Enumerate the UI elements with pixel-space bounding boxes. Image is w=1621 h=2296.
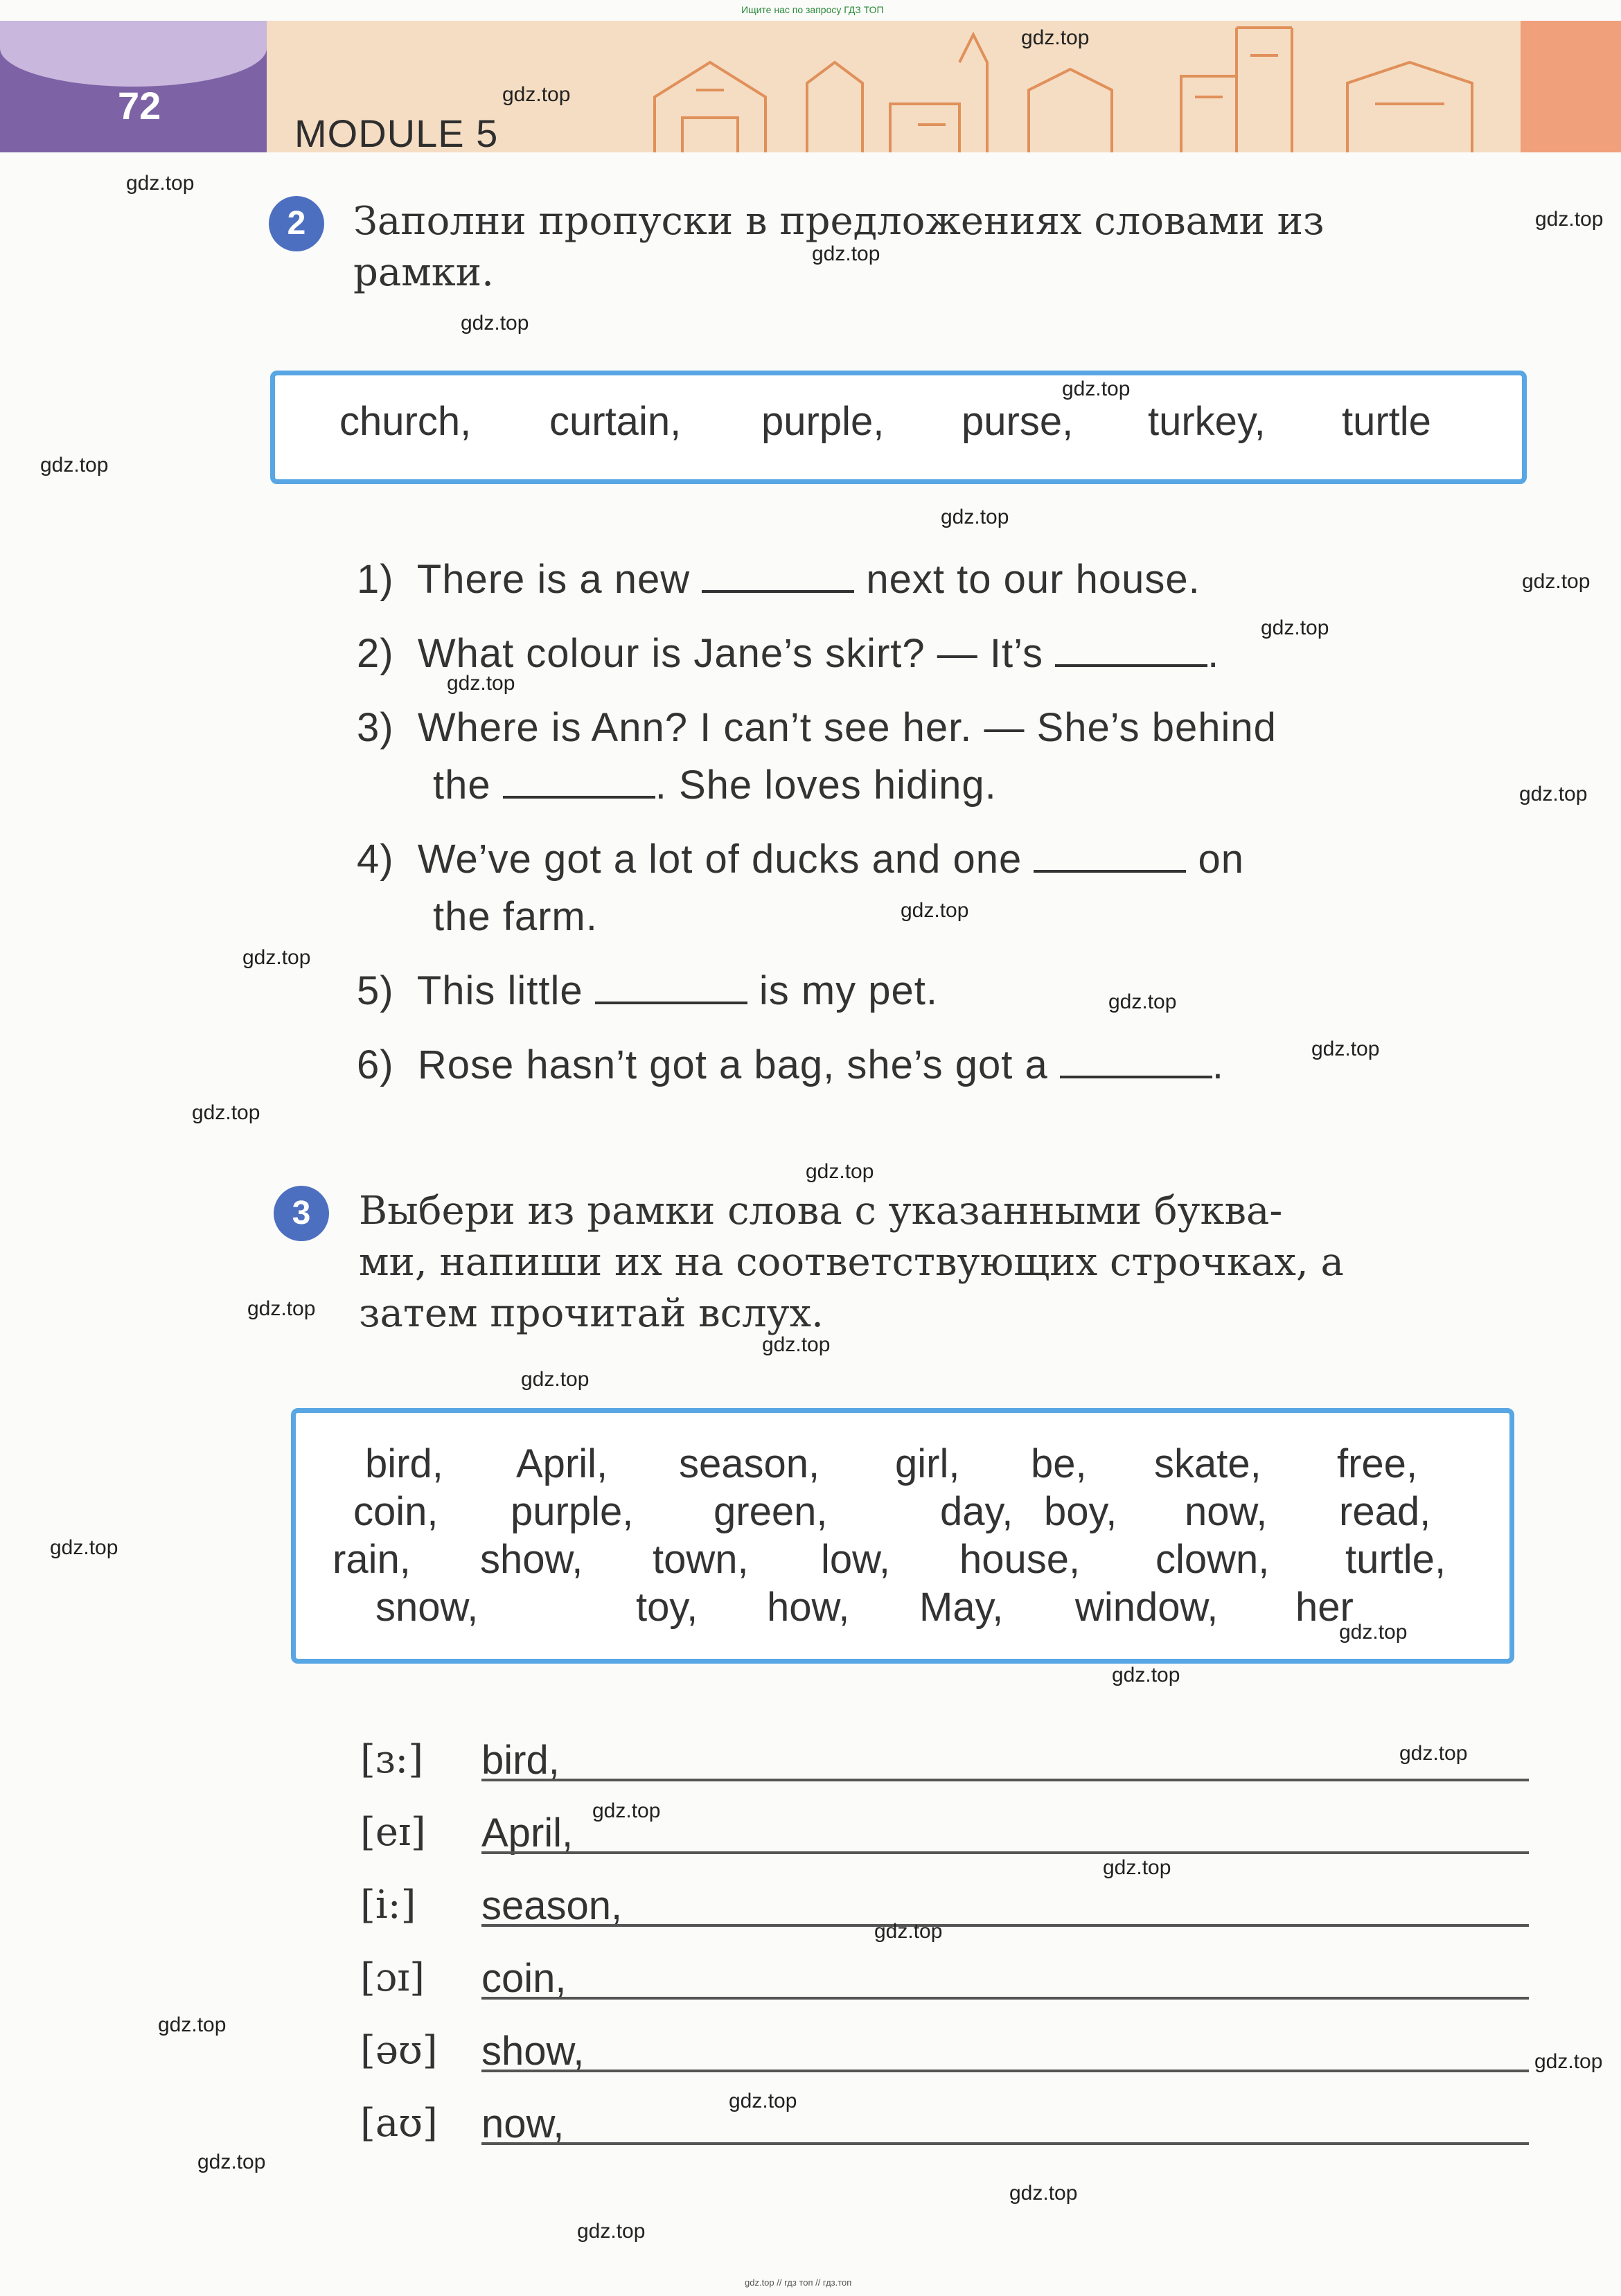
box-word: read, (1339, 1489, 1431, 1534)
watermark: gdz.top (812, 242, 880, 265)
watermark: gdz.top (1103, 1856, 1171, 1879)
sentence: 6) Rose hasn’t got a bag, she’s got a . (357, 1042, 1225, 1087)
ipa-sound: [əʊ] (360, 2028, 438, 2073)
answer-line[interactable] (481, 1851, 1529, 1854)
sentence: 1) There is a new next to our house. (357, 557, 1201, 602)
task-instruction: Заполни пропуски в предложениях словами из (353, 199, 1325, 244)
box-word: purple, (761, 399, 885, 444)
watermark: gdz.top (1311, 1038, 1380, 1060)
box-word: turtle, (1345, 1537, 1446, 1582)
box-word: church, (339, 399, 472, 444)
box-word: show, (480, 1537, 583, 1582)
box-word: coin, (353, 1489, 439, 1534)
task-instruction: Выбери из рамки слова с указанными буква- (359, 1189, 1283, 1234)
box-word: purse, (962, 399, 1074, 444)
answer-line[interactable] (481, 1924, 1529, 1927)
ipa-sound: [aʊ] (360, 2101, 438, 2146)
answer-line[interactable] (481, 2070, 1529, 2072)
module-title: MODULE 5 (294, 112, 499, 155)
example-word: show, (481, 2029, 585, 2074)
box-word: rain, (333, 1537, 411, 1582)
box-word: day, (940, 1489, 1013, 1534)
watermark: gdz.top (874, 1920, 943, 1943)
ipa-sound: [ɔɪ] (360, 1955, 425, 2000)
watermark: gdz.top (242, 946, 311, 969)
watermark: gdz.top (247, 1297, 316, 1320)
answer-blank[interactable] (595, 974, 747, 1004)
box-word: May, (919, 1585, 1004, 1630)
watermark: gdz.top (1399, 1742, 1468, 1765)
watermark: gdz.top (762, 1333, 831, 1356)
box-word: toy, (636, 1585, 698, 1630)
answer-line[interactable] (481, 1997, 1529, 2000)
box-word: her (1295, 1585, 1354, 1630)
ipa-sound: [i:] (360, 1883, 416, 1928)
box-word: low, (821, 1537, 890, 1582)
answer-blank[interactable] (1034, 842, 1186, 873)
watermark: gdz.top (197, 2151, 266, 2173)
watermark: gdz.top (592, 1799, 661, 1822)
watermark: gdz.top (502, 83, 571, 106)
page-number: 72 (118, 84, 161, 127)
answer-line[interactable] (481, 2142, 1529, 2145)
box-word: season, (679, 1441, 820, 1486)
bottom-note: gdz.top // гдз топ // гдз.топ (745, 2277, 852, 2288)
box-word: how, (767, 1585, 850, 1630)
box-word: green, (714, 1489, 828, 1534)
answer-blank[interactable] (503, 768, 655, 799)
answer-blank[interactable] (1060, 1048, 1212, 1078)
watermark: gdz.top (1021, 26, 1090, 49)
box-word: April, (516, 1441, 608, 1486)
watermark: gdz.top (1534, 2050, 1603, 2073)
watermark: gdz.top (1112, 1664, 1180, 1687)
header-corner (1521, 21, 1621, 152)
ipa-sound: [ɜ:] (360, 1737, 424, 1782)
sentence: 4) We’ve got a lot of ducks and one on (357, 837, 1245, 882)
box-word: boy, (1044, 1489, 1117, 1534)
watermark: gdz.top (1522, 570, 1591, 593)
box-word: house, (959, 1537, 1081, 1582)
box-word: girl, (895, 1441, 960, 1486)
watermark: gdz.top (729, 2090, 797, 2112)
task-instruction: рамки. (353, 250, 494, 295)
box-word: free, (1337, 1441, 1418, 1486)
box-word: snow, (375, 1585, 479, 1630)
task-badge: 3 (274, 1186, 329, 1241)
box-word: bird, (365, 1441, 443, 1486)
box-word: turtle (1342, 399, 1431, 444)
watermark: gdz.top (1009, 2182, 1078, 2205)
watermark: gdz.top (192, 1101, 260, 1124)
watermark: gdz.top (126, 172, 195, 195)
example-word: season, (481, 1883, 623, 1928)
top-note: Ищите нас по запросу ГДЗ ТОП (741, 4, 884, 15)
watermark: gdz.top (461, 312, 529, 335)
watermark: gdz.top (40, 454, 109, 477)
watermark: gdz.top (941, 506, 1009, 528)
watermark: gdz.top (158, 2013, 227, 2036)
box-word: be, (1031, 1441, 1087, 1486)
watermark: gdz.top (1519, 783, 1588, 806)
answer-line[interactable] (481, 1779, 1529, 1781)
sentence-continued: the farm. (433, 894, 598, 939)
task-badge: 2 (269, 196, 324, 251)
watermark: gdz.top (50, 1536, 118, 1559)
watermark: gdz.top (901, 899, 969, 922)
watermark: gdz.top (1339, 1621, 1408, 1644)
example-word: now, (481, 2101, 565, 2146)
example-word: April, (481, 1810, 574, 1856)
box-word: clown, (1155, 1537, 1270, 1582)
sentence-continued: the . She loves hiding. (433, 763, 997, 808)
watermark: gdz.top (1261, 616, 1329, 639)
watermark: gdz.top (1062, 377, 1131, 400)
ipa-sound: [eɪ] (360, 1810, 426, 1855)
box-word: skate, (1154, 1441, 1261, 1486)
answer-blank[interactable] (1055, 637, 1207, 667)
box-word: curtain, (549, 399, 682, 444)
box-word: now, (1185, 1489, 1268, 1534)
box-word: purple, (511, 1489, 634, 1534)
task-instruction: затем прочитай вслух. (359, 1291, 824, 1336)
example-word: bird, (481, 1738, 560, 1783)
example-word: coin, (481, 1956, 567, 2001)
sentence: 3) Where is Ann? I can’t see her. — She’s behind (357, 705, 1277, 750)
task-instruction: ми, напиши их на соответствующих строчках, а (359, 1240, 1344, 1285)
watermark: gdz.top (577, 2220, 646, 2243)
sentence: 5) This little is my pet. (357, 968, 939, 1013)
watermark: gdz.top (1535, 208, 1604, 231)
answer-blank[interactable] (702, 562, 854, 593)
box-word: turkey, (1148, 399, 1266, 444)
watermark: gdz.top (447, 672, 515, 695)
box-word: window, (1075, 1585, 1219, 1630)
watermark: gdz.top (806, 1160, 874, 1183)
sentence: 2) What colour is Jane’s skirt? — It’s . (357, 631, 1220, 676)
watermark: gdz.top (1108, 990, 1177, 1013)
watermark: gdz.top (521, 1368, 590, 1391)
box-word: town, (653, 1537, 749, 1582)
